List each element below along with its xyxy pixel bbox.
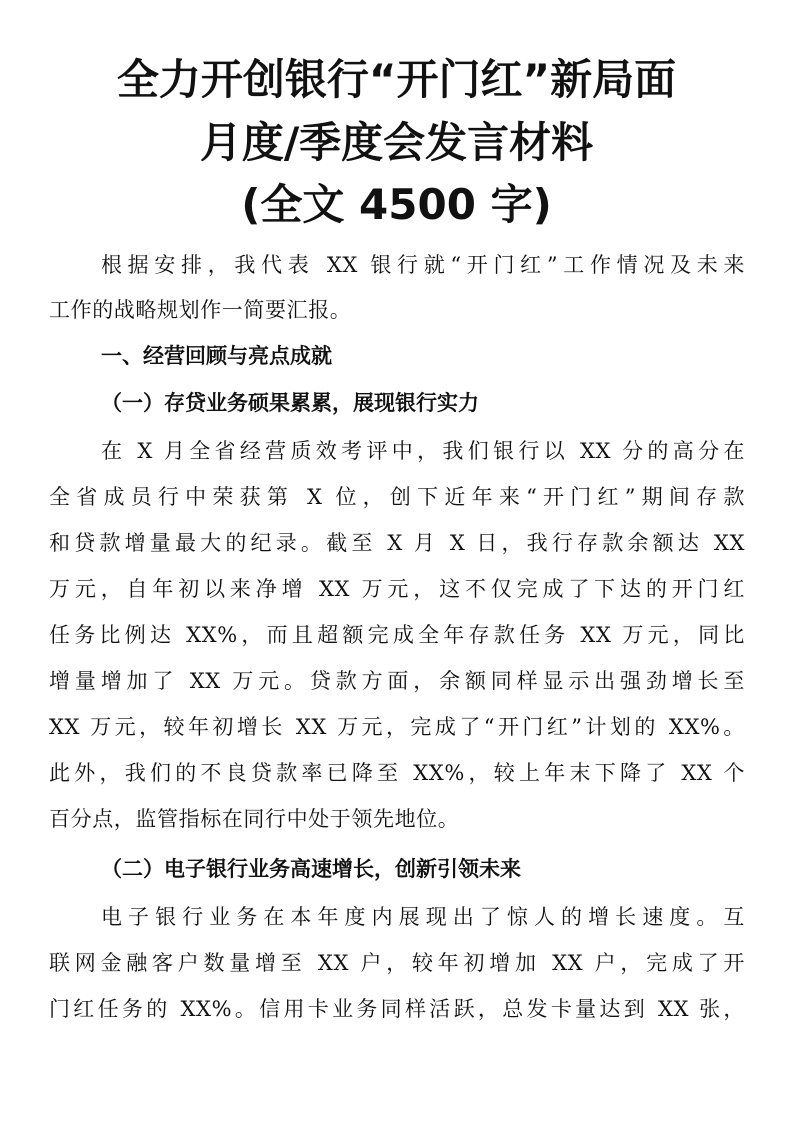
section-heading-1: 一、经营回顾与亮点成就 xyxy=(101,344,332,368)
document-title-line-3: (全文 4500 字) xyxy=(241,180,552,229)
subsection1-paragraph-line: 百分点，监管指标在同行中处于领先地位。 xyxy=(49,807,460,831)
intro-paragraph-line: 工作的战略规划作一简要汇报。 xyxy=(49,298,352,322)
subsection1-paragraph-line: 增量增加了 XX 万元。贷款方面，余额同样显示出强劲增长至 xyxy=(49,669,745,693)
document-title-line-2: 月度/季度会发言材料 xyxy=(199,118,594,167)
subsection1-paragraph-line: 任务比例达 XX%，而且超额完成全年存款任务 XX 万元，同比 xyxy=(49,623,745,647)
subsection-heading-2: （二）电子银行业务高速增长，创新引领未来 xyxy=(101,857,521,881)
subsection-heading-1: （一）存贷业务硕果累累，展现银行实力 xyxy=(101,391,479,415)
subsection1-paragraph-line: 万元，自年初以来净增 XX 万元，这不仅完成了下达的开门红 xyxy=(49,577,745,601)
subsection2-paragraph-line: 联网金融客户数量增至 XX 户，较年初增加 XX 户，完成了开 xyxy=(49,951,745,975)
subsection2-paragraph-line: 门红任务的 XX%。信用卡业务同样活跃，总发卡量达到 XX 张， xyxy=(49,997,745,1021)
subsection1-paragraph-line: XX 万元，较年初增长 XX 万元，完成了“开门红”计划的 XX%。 xyxy=(49,715,745,739)
subsection1-paragraph-line: 和贷款增量最大的纪录。截至 X 月 X 日，我行存款余额达 XX xyxy=(49,531,745,555)
intro-paragraph-line: 根据安排，我代表 XX 银行就“开门红”工作情况及未来 xyxy=(101,253,745,277)
subsection2-paragraph-line: 电子银行业务在本年度内展现出了惊人的增长速度。互 xyxy=(101,905,745,929)
subsection1-paragraph-line: 在 X 月全省经营质效考评中，我们银行以 XX 分的高分在 xyxy=(101,439,745,463)
subsection1-paragraph-line: 此外，我们的不良贷款率已降至 XX%，较上年末下降了 XX 个 xyxy=(49,761,745,785)
document-title-line-1: 全力开创银行“开门红”新局面 xyxy=(116,55,677,104)
subsection1-paragraph-line: 全省成员行中荣获第 X 位，创下近年来“开门红”期间存款 xyxy=(49,485,745,509)
